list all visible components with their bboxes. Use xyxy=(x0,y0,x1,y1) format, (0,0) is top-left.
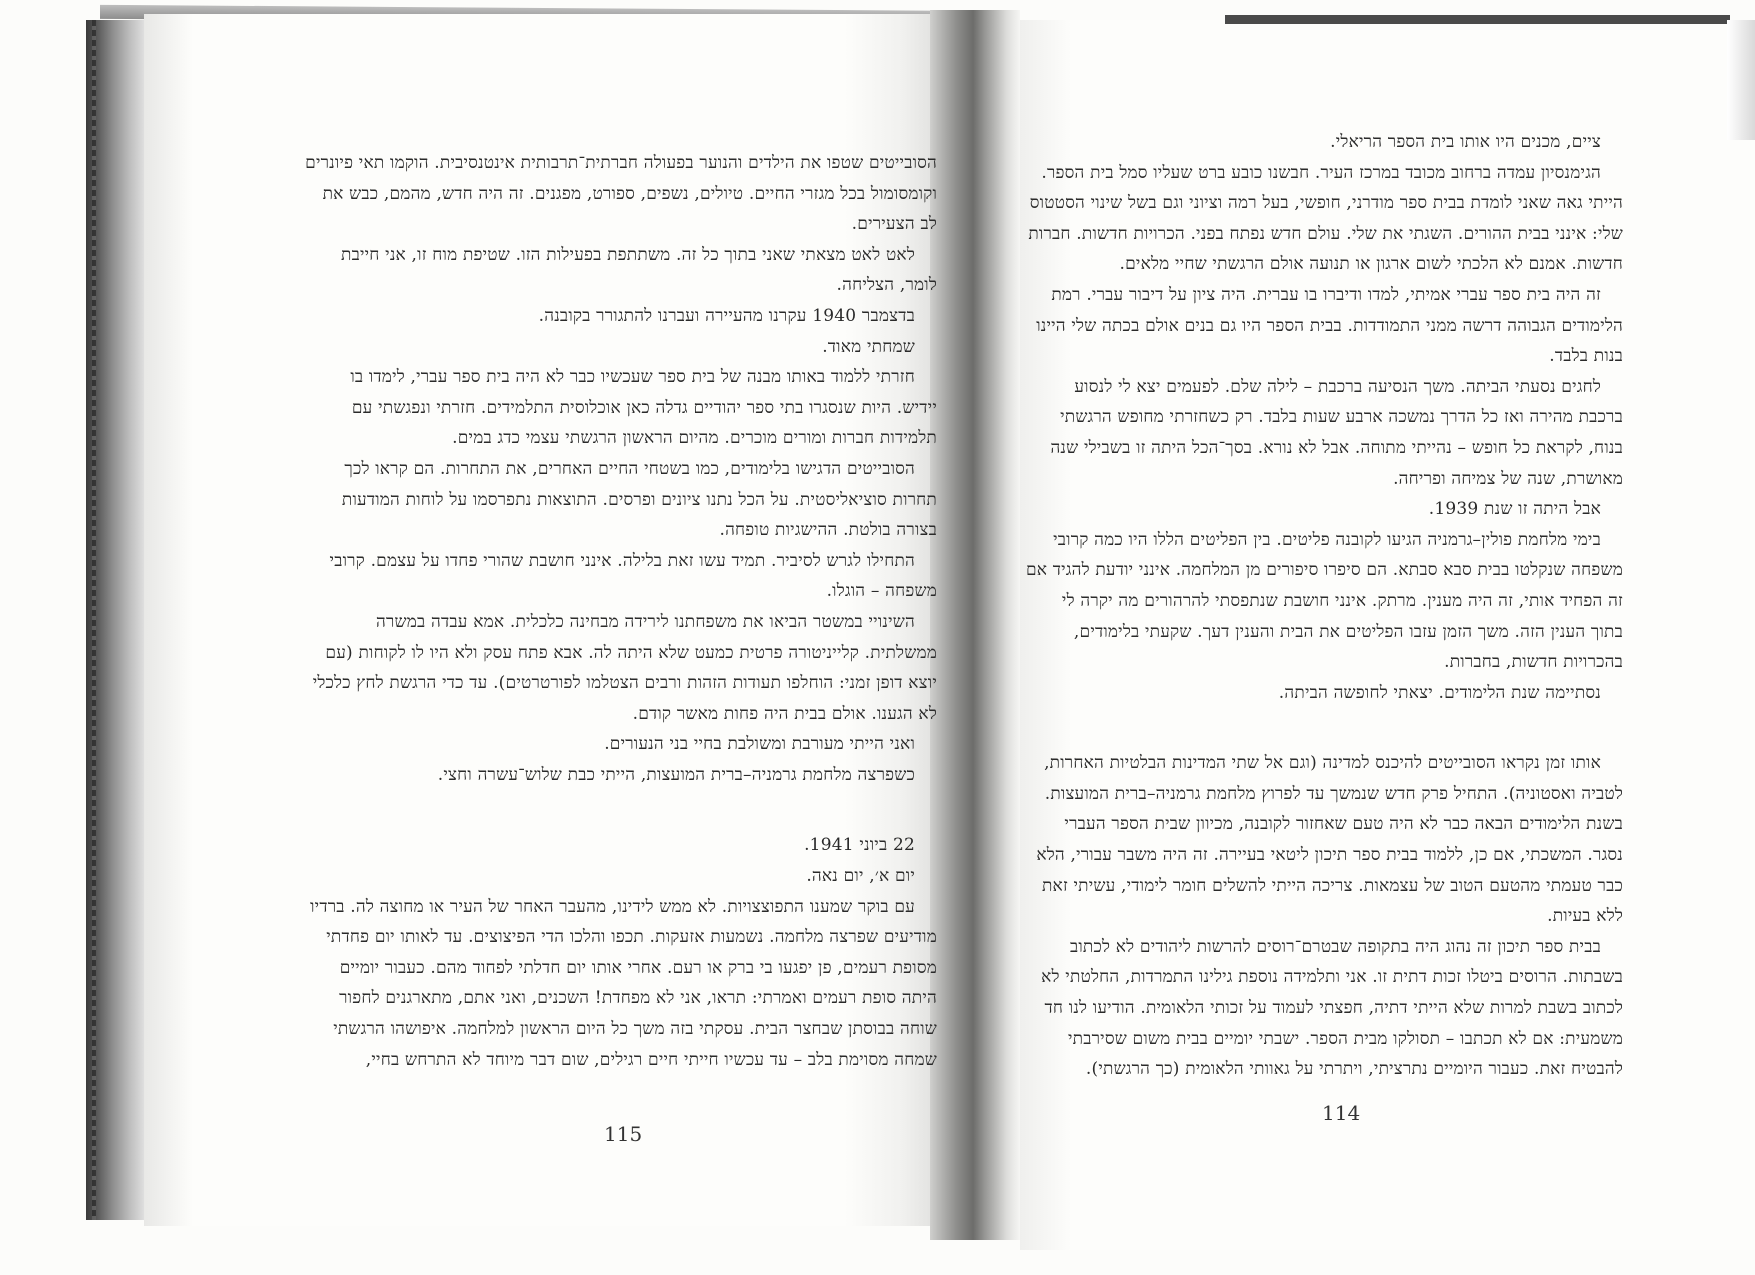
scan-corner xyxy=(1727,20,1755,140)
paragraph: השינויי במשטר הביאו את משפחתנו לירידה מבחינה כלכלית. אמא עבדה במשרה ממשלתית. קלייניטורה פרטית כמעט שלא היתה לה. אבא פתח עסק ולא היו לו לקוחות (עם יוצא דופן זמני: הוחלפו תעודות הזהות ורבים הצטלמו לפורטרטים). עד כדי הרגשת לחץ כלכלי לא הגענו. אולם בבית היה פחות מאשר קודם. xyxy=(312,611,937,724)
page-number-right: 114 xyxy=(1322,1101,1361,1125)
paragraph: בימי מלחמת פולין–גרמניה הגיעו לקובנה פליטים. בין הפליטים הללו היו כמה קרובי משפחה שנקלטו בבית סבא סבתא. הם סיפרו סיפורים מן המלחמה. אינני יודעת להגיד אם זה הפחיד אותי, זה היה מענין. מרתק. אינני חושבת שנתפסתי להרהורים מה יקרה לי בתוך הענין הזה. משך הזמן עזבו הפליטים את הבית והענין דעך. שקעתי בלימודים, בהכרויות חדשות, בחברות. xyxy=(1025,529,1623,673)
paragraph: ציים, מכנים היו אותו בית הספר הריאלי. xyxy=(1330,132,1601,152)
paragraph: הגימנסיון עמדה ברחוב מכובד במרכז העיר. חבשנו כובע ברט שעליו סמל בית הספר. הייתי גאה שאני לומדת בבית ספר מודרני, חופשי, בעל רמה וציוני וגם בשל שינוי הסטטוס שלי: אינני בבית ההורים. השגתי את שלי. עולם חדש נפתח בפני. הכרויות חדשות. חברות חדשות. אמנם לא הלכתי לשום ארגון או תנועה אולם הרגשתי שחיי מלאים. xyxy=(1028,162,1623,275)
page-number-left: 115 xyxy=(604,1122,643,1146)
dateline: 22 ביוני 1941. xyxy=(804,835,915,856)
paragraph: שמחתי מאוד. xyxy=(822,336,915,357)
paragraph: כשפרצה מלחמת גרמניה–ברית המועצות, הייתי כבת שלוש־עשרה וחצי. xyxy=(437,764,915,785)
section-break xyxy=(1025,708,1623,748)
paragraph: ואני הייתי מעורבת ומשולבת בחיי בני הנעורים. xyxy=(604,734,915,755)
paragraph: התחילו לגרש לסיביר. תמיד עשו זאת בלילה. אינני חושבת שהורי פחדו על עצמם. קרובי משפחה – הוגלו. xyxy=(329,550,937,602)
book-top-edge-right xyxy=(1225,15,1730,24)
paragraph: עם בוקר שמענו התפוצצויות. לא ממש לידינו, מהעבר האחר של העיר או מחוצה לה. ברדיו מודיעים שפרצה מלחמה. נשמעות אזעקות. תכפו והלכו הדי הפיצוצים. עד לאותו יום פחדתי מסופת רעמים, פן יפגעו בי ברק או רעם. אחרי אותו יום חדלתי לפחוד מהם. כעבור יומיים היתה סופת רעמים ואמרתי: תראו, אני לא מפחדת! השכנים, ואני אתם, מתארגנים לחפור שוחה בבוסתן שבחצר הבית. עסקתי בזה משך כל היום הראשון למלחמה. איפושהו הרגשתי שמחה מסוימת בלב – עד עכשיו חייתי חיים רגילים, שום דבר מיוחד לא התרחש בחיי, xyxy=(310,896,937,1070)
paragraph: אבל היתה זו שנת 1939. xyxy=(1428,499,1601,520)
paragraph: זה היה בית ספר עברי אמיתי, למדו ודיברו בו עברית. היה ציון על דיבור עברי. רמת הלימודים הגבוהה דרשה ממני התמודדות. בבית הספר היו גם בנים אולם בכתה שלי היינו בנות בלבד. xyxy=(1036,284,1623,367)
dateline-sub: יום א׳, יום נאה. xyxy=(806,866,915,887)
right-page-text xyxy=(1025,127,1623,1085)
paragraph: אותו זמן נקראו הסובייטים להיכנס למדינה (וגם אל שתי המדינות הבלטיות האחרות, לטביה ואסטוניה). התחיל פרק חדש שנמשך עד לפרוץ מלחמת גרמניה–ברית המועצות. בשנת הלימודים הבאה כבר לא היה טעם שאחזור לקובנה, מכיוון שבית הספר העברי נסגר. המשכתי, אם כן, ללמוד בבית ספר תיכון ליטאי בעיירה. זה היה משבר עבורי, הלא כבר טעמתי מהטעם הטוב של עצמאות. צריכה הייתי להשלים חומר לימודי, עשיתי זאת ללא בעיות. xyxy=(1036,753,1623,927)
paragraph: הסובייטים הדגישו בלימודים, כמו בשטחי החיים האחרים, את התחרות. הם קראו לכך תחרות סוציאליסטית. על הכל נתנו ציונים ופרסים. התוצאות נתפרסמו על לוחות המודעות בצורה בולטת. ההישגיות טופחה. xyxy=(341,458,937,541)
left-page-text xyxy=(305,148,937,1075)
section-break xyxy=(305,790,937,830)
book-gutter xyxy=(930,10,1020,1240)
paragraph: בדצמבר 1940 עקרנו מהעיירה ועברנו להתגורר בקובנה. xyxy=(538,305,915,326)
paragraph: הסובייטים שטפו את הילדים והנוער בפעולה חברתית־תרבותית אינטנסיבית. הוקמו תאי פיונרים וקומסומול בכל מגזרי החיים. טיולים, נשפים, ספורט, מפגנים. זה היה חדש, מהמם, כבש את לב הצעירים. xyxy=(305,153,937,235)
paragraph: חזרתי ללמוד באותו מבנה של בית ספר שעכשיו כבר לא היה בית ספר עברי, לימדו בו יידיש. היות שנסגרו בתי ספר יהודיים גדלה כאן אוכלוסית התלמידים. חזרתי ונפגשתי עם תלמידות חברות ומורים מוכרים. מהיום הראשון הרגשתי עצמי כדג במים. xyxy=(350,367,937,449)
paragraph: לאט לאט מצאתי שאני בתוך כל זה. משתתפת בפעילות הזו. שטיפת מוח זו, אני חייבת לומר, הצליחה. xyxy=(341,244,937,296)
paragraph: נסתיימה שנת הלימודים. יצאתי לחופשה הביתה. xyxy=(1278,682,1601,703)
paragraph: לחגים נסעתי הביתה. משך הנסיעה ברכבת – לילה שלם. לפעמים יצא לי לנסוע ברכבת מהירה ואז כל הדרך נמשכה ארבע שעות בלבד. רק כשחזרתי מחופש הרגשתי בנוח, לקראת כל חופש – נהייתי מתוחה. אבל לא נורא. בסך־הכל היתה זו בשבילי שנה מאושרת, שנה של צמיחה ופריחה. xyxy=(1050,376,1623,489)
paragraph: בבית ספר תיכון זה נהוג היה בתקופה שבטרם־רוסים להרשות ליהודים לא לכתוב בשבתות. הרוסים ביטלו זכות דתית זו. אני ותלמידה נוספת גילינו התמרדות, החלטתי לא לכתוב בשבת למרות שלא הייתי דתיה, חפצתי לעמוד על זכותי הלאומית. הודיעו לנו חד משמעית: אם לא תכתבו – תסולקו מבית הספר. ישבתי יומיים בבית משום שסירבתי להבטיח זאת. כעבור היומיים נתרציתי, ויתרתי על גאוותי הלאומית (כך הרגשתי). xyxy=(1041,936,1623,1080)
book-cover-edge xyxy=(86,20,144,1220)
